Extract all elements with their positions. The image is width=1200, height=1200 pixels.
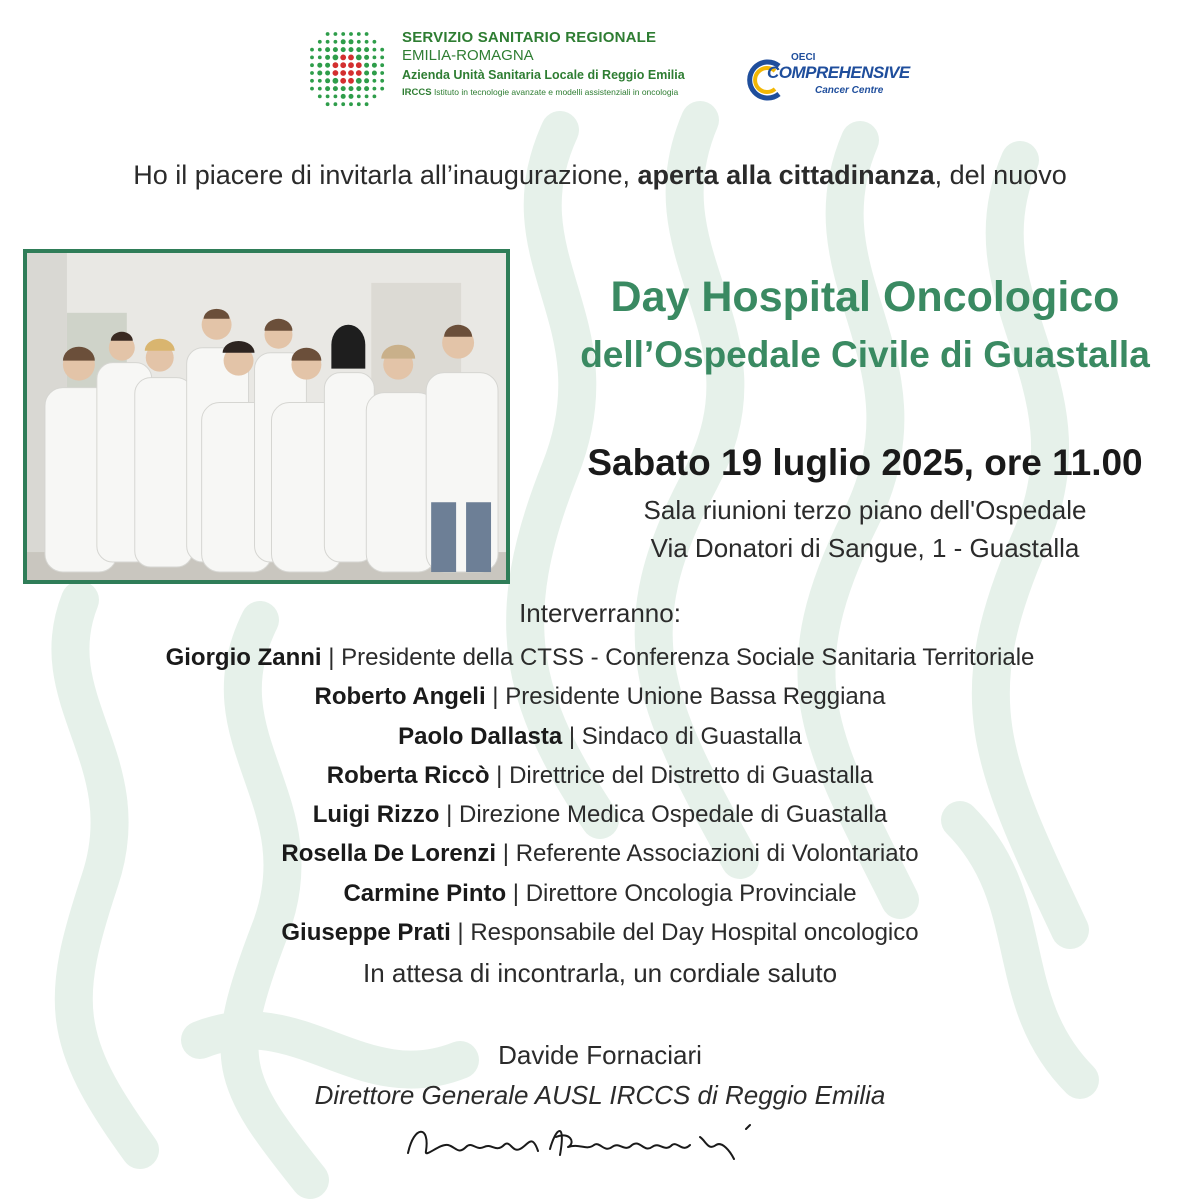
event-address: Via Donatori di Sangue, 1 - Guastalla [650, 533, 1080, 563]
speaker-name: Carmine Pinto [343, 879, 507, 907]
ssr-title: SERVIZIO SANITARIO REGIONALE [402, 29, 657, 46]
speaker-item: Luigi Rizzo | Direzione Medica Ospedale di Guastalla [312, 801, 888, 829]
intro-bold: aperta alla cittadinanza [637, 160, 935, 190]
handwritten-signature [400, 1115, 760, 1165]
speaker-item: Rosella De Lorenzi | Referente Associazioni di Volontariato [281, 840, 919, 868]
speaker-role: Responsabile del Day Hospital oncologico [470, 919, 919, 947]
speaker-item: Carmine Pinto | Direttore Oncologia Provinciale [343, 879, 857, 907]
speaker-role: Direttore Oncologia Provinciale [525, 879, 857, 907]
speaker-item: Giorgio Zanni | Presidente della CTSS - Conferenza Sociale Sanitaria Territoriale [165, 644, 1035, 671]
speaker-name: Giorgio Zanni [165, 644, 322, 671]
speaker-name: Rosella De Lorenzi [281, 840, 497, 868]
speaker-item: Roberto Angeli | Presidente Unione Bassa Reggiana [314, 683, 886, 711]
event-room: Sala riunioni terzo piano dell'Ospedale [643, 495, 1087, 525]
ssr-azienda: Azienda Unità Sanitaria Locale di Reggio Emilia [402, 67, 685, 82]
event-subtitle: dell’Ospedale Civile di Guastalla [580, 334, 1150, 375]
speaker-role: Sindaco di Guastalla [581, 722, 802, 750]
oeci-logo [745, 50, 910, 110]
speaker-name: Roberto Angeli [314, 683, 486, 711]
closing-text: In attesa di incontrarla, un cordiale saluto [362, 958, 838, 988]
speaker-role: Direzione Medica Ospedale di Guastalla [459, 801, 888, 829]
speaker-item: Giuseppe Prati | Responsabile del Day Hospital oncologico [281, 919, 919, 947]
ssr-logo [308, 30, 685, 108]
oeci-cancer-centre: Cancer Centre [815, 85, 884, 96]
team-photo-illustration [27, 253, 506, 580]
speaker-role: Presidente della CTSS - Conferenza Sociale Sanitaria Territoriale [341, 644, 1035, 671]
speaker-role: Direttrice del Distretto di Guastalla [509, 761, 874, 789]
speaker-item: Roberta Riccò | Direttrice del Distretto di Guastalla [326, 761, 874, 789]
speaker-role: Presidente Unione Bassa Reggiana [505, 683, 886, 711]
speaker-name: Giuseppe Prati [281, 919, 451, 947]
intro-text: Ho il piacere di invitarla all’inaugurazione, aperta alla cittadinanza, del nuovo [133, 160, 1067, 190]
speaker-name: Luigi Rizzo [312, 801, 440, 829]
event-title: Day Hospital Oncologico [610, 273, 1120, 321]
signer-name: Davide Fornaciari [498, 1040, 702, 1070]
ssr-region: EMILIA-ROMAGNA [402, 46, 534, 64]
speaker-name: Roberta Riccò [326, 761, 490, 789]
speakers-heading: Interverranno: [519, 598, 681, 628]
speakers-list [0, 642, 1200, 956]
event-date: Sabato 19 luglio 2025, ore 11.00 [587, 442, 1143, 483]
ssr-irccs: IRCCS Istituto in tecnologie avanzate e modelli assistenziali in oncologia [402, 86, 679, 98]
signer-role: Direttore Generale AUSL IRCCS di Reggio Emilia [314, 1080, 886, 1110]
oeci-label: OECI [791, 52, 816, 63]
speaker-item: Paolo Dallasta | Sindaco di Guastalla [398, 722, 802, 750]
team-photo [23, 249, 510, 584]
dot-grid-logo-icon [308, 30, 386, 108]
oeci-comprehensive: COMPREHENSIVE [767, 63, 910, 82]
speaker-role: Referente Associazioni di Volontariato [515, 840, 919, 868]
speaker-name: Paolo Dallasta [398, 722, 563, 750]
